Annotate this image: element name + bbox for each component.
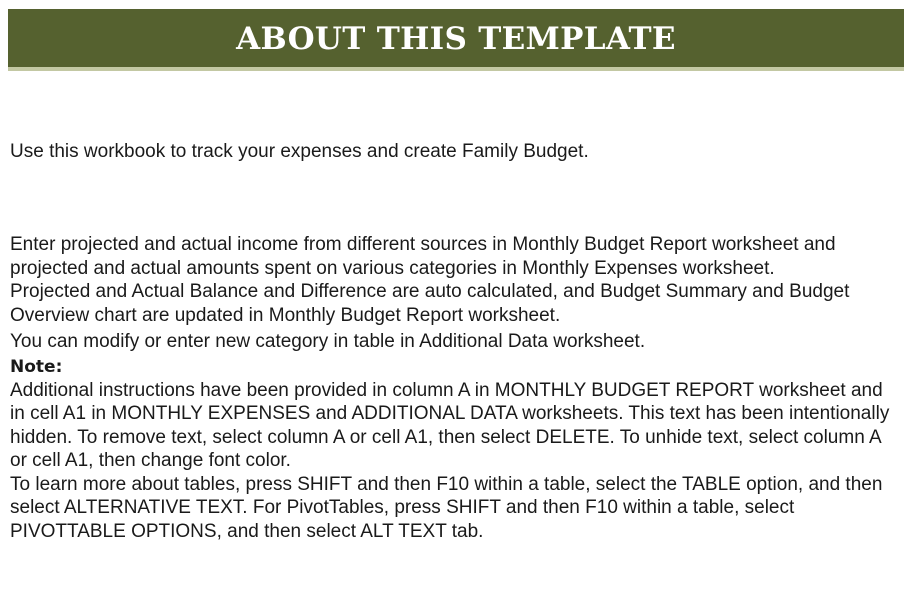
auto-calc-paragraph: Projected and Actual Balance and Difference are auto calculated, and Budget Summary and Budget Overview chart are updated in Monthly Budget Report worksheet. xyxy=(10,281,850,326)
hidden-instructions-paragraph: Additional instructions have been provided in column A in MONTHLY BUDGET REPORT worksheet and in cell A1 in MONTHLY EXPENSES and ADDITIONAL DATA worksheets. This text has been intentionally hidden. To remove text, select column A or cell A1, then select DELETE. To unhide text, select column A or cell A1, then change font color. xyxy=(10,379,890,471)
modify-category-paragraph: You can modify or enter new category in table in Additional Data worksheet. xyxy=(10,331,646,352)
intro-text: Use this workbook to track your expenses and create Family Budget. xyxy=(10,141,589,162)
page-title: ABOUT THIS TEMPLATE xyxy=(236,21,676,57)
alt-text-paragraph: To learn more about tables, press SHIFT and then F10 within a table, select the TABLE option, and then select ALTERNATIVE TEXT. For PivotTables, press SHIFT and then F10 within a table, select PIVOTTABLE OPTIONS, and then select ALT TEXT tab. xyxy=(10,473,883,542)
note-label: Note: xyxy=(10,356,63,377)
title-underline xyxy=(8,67,904,71)
title-banner xyxy=(8,9,904,67)
enter-data-paragraph: Enter projected and actual income from different sources in Monthly Budget Report worksheet and projected and actual amounts spent on various categories in Monthly Expenses worksheet. xyxy=(10,234,836,279)
instructions-section xyxy=(10,233,890,543)
